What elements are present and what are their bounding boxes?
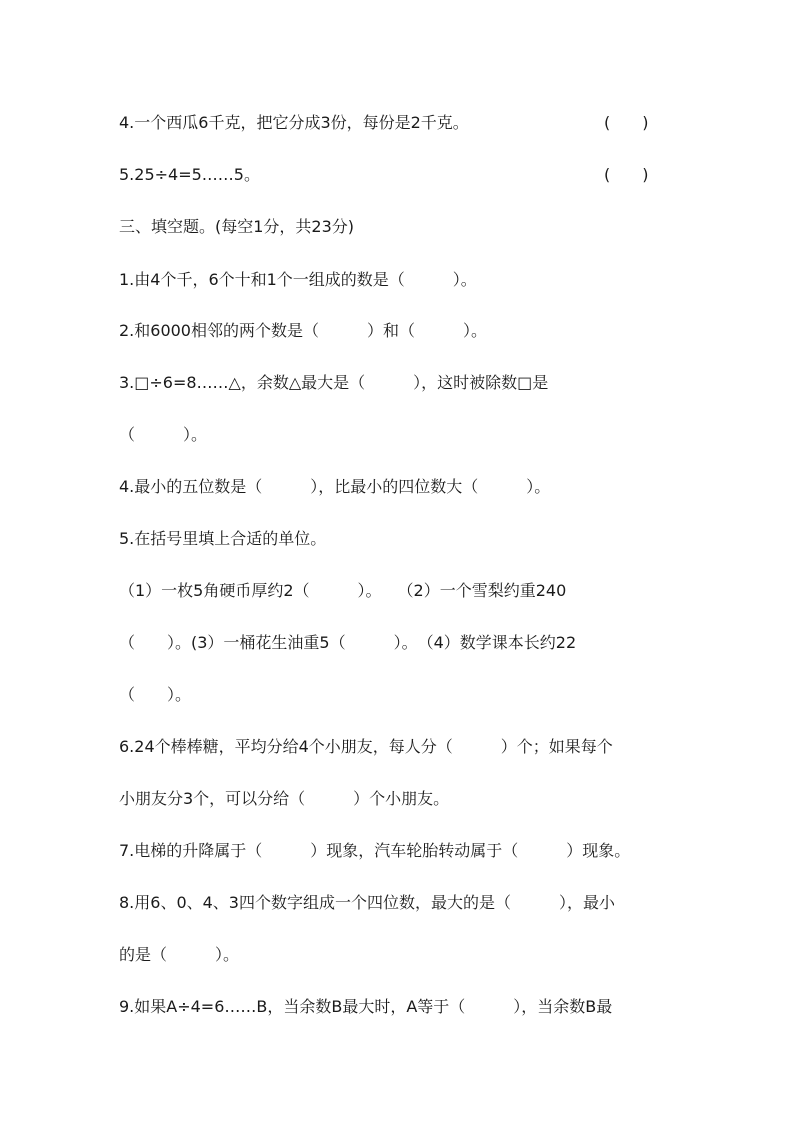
- section-heading-fill-blanks: 三、填空题。(每空1分，共23分): [119, 217, 355, 236]
- judge-question-4: 4.一个西瓜6千克，把它分成3份，每份是2千克。: [119, 113, 469, 132]
- fill-question-6-line-2: 小朋友分3个，可以分给（ ）个小朋友。: [119, 789, 450, 808]
- judge-answer-blank-5: ( ): [604, 165, 649, 184]
- fill-question-5-line-2: （ ）。(3）一桶花生油重5（ ）。 （4）数学课本长约22: [119, 633, 577, 652]
- fill-question-3-line-1: 3.□÷6=8……△，余数△最大是（ ），这时被除数□是: [119, 373, 549, 392]
- judge-question-5: 5.25÷4=5……5。: [119, 165, 260, 184]
- fill-question-4: 4.最小的五位数是（ ），比最小的四位数大（ ）。: [119, 477, 551, 496]
- fill-question-5: 5.在括号里填上合适的单位。: [119, 529, 327, 548]
- fill-question-5-line-3: （ ）。: [119, 685, 192, 704]
- fill-question-8-line-2: 的是（ ）。: [119, 945, 240, 964]
- fill-question-6-line-1: 6.24个棒棒糖，平均分给4个小朋友，每人分（ ）个；如果每个: [119, 737, 613, 756]
- fill-question-5-line-1: （1）一枚5角硬币厚约2（ ）。 （2）一个雪梨约重240: [119, 581, 567, 600]
- fill-question-8-line-1: 8.用6、0、4、3四个数字组成一个四位数，最大的是（ ），最小: [119, 893, 615, 912]
- fill-question-7: 7.电梯的升降属于（ ）现象，汽车轮胎转动属于（ ）现象。: [119, 841, 631, 860]
- fill-question-2: 2.和6000相邻的两个数是（ ）和（ ）。: [119, 321, 487, 340]
- fill-question-1: 1.由4个千，6个十和1个一组成的数是（ ）。: [119, 270, 477, 289]
- fill-question-3-line-2: （ ）。: [119, 425, 208, 444]
- fill-question-9-line-1: 9.如果A÷4=6……B，当余数B最大时，A等于（ ），当余数B最: [119, 997, 613, 1016]
- judge-answer-blank-4: ( ): [604, 113, 649, 132]
